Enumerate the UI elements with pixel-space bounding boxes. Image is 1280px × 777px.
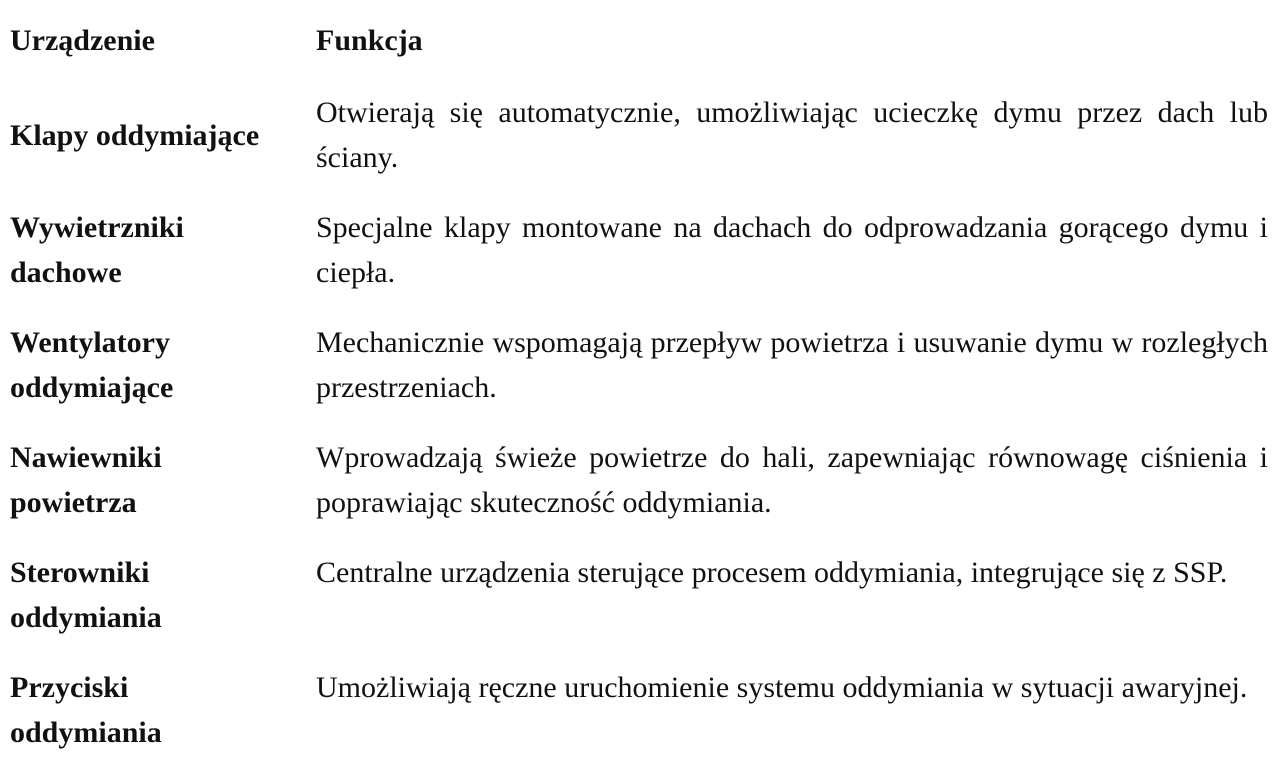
row-device: Przyciski oddymiania <box>10 671 162 749</box>
row-function: Centralne urządzenia sterujące procesem oddymiania, integrujące się z SSP. <box>316 556 1228 589</box>
row-device: Nawiewniki powietrza <box>10 441 162 519</box>
header-device: Urządzenie <box>10 24 155 57</box>
row-function: Mechanicznie wspomagają przepływ powietrza i usuwanie dymu w rozległych przestrzeniach. <box>316 326 1268 404</box>
row-function: Otwierają się automatycznie, umożliwiając ucieczkę dymu przez dach lub ściany. <box>316 96 1268 174</box>
row-function: Specjalne klapy montowane na dachach do odprowadzania gorącego dymu i ciepła. <box>316 211 1268 289</box>
header-function: Funkcja <box>316 24 423 57</box>
row-device: Klapy oddymiające <box>10 118 260 152</box>
row-device: Sterowniki oddymiania <box>10 556 162 634</box>
row-device: Wywietrzniki dachowe <box>10 211 184 289</box>
row-function: Umożliwiają ręczne uruchomienie systemu oddymiania w sytuacji awaryjnej. <box>316 671 1248 704</box>
row-function: Wprowadzają świeże powietrze do hali, zapewniając równowagę ciśnienia i poprawiając skuteczność oddymiania. <box>316 441 1268 519</box>
row-device: Wentylatory oddymiające <box>10 326 174 404</box>
device-function-table <box>10 18 1268 755</box>
